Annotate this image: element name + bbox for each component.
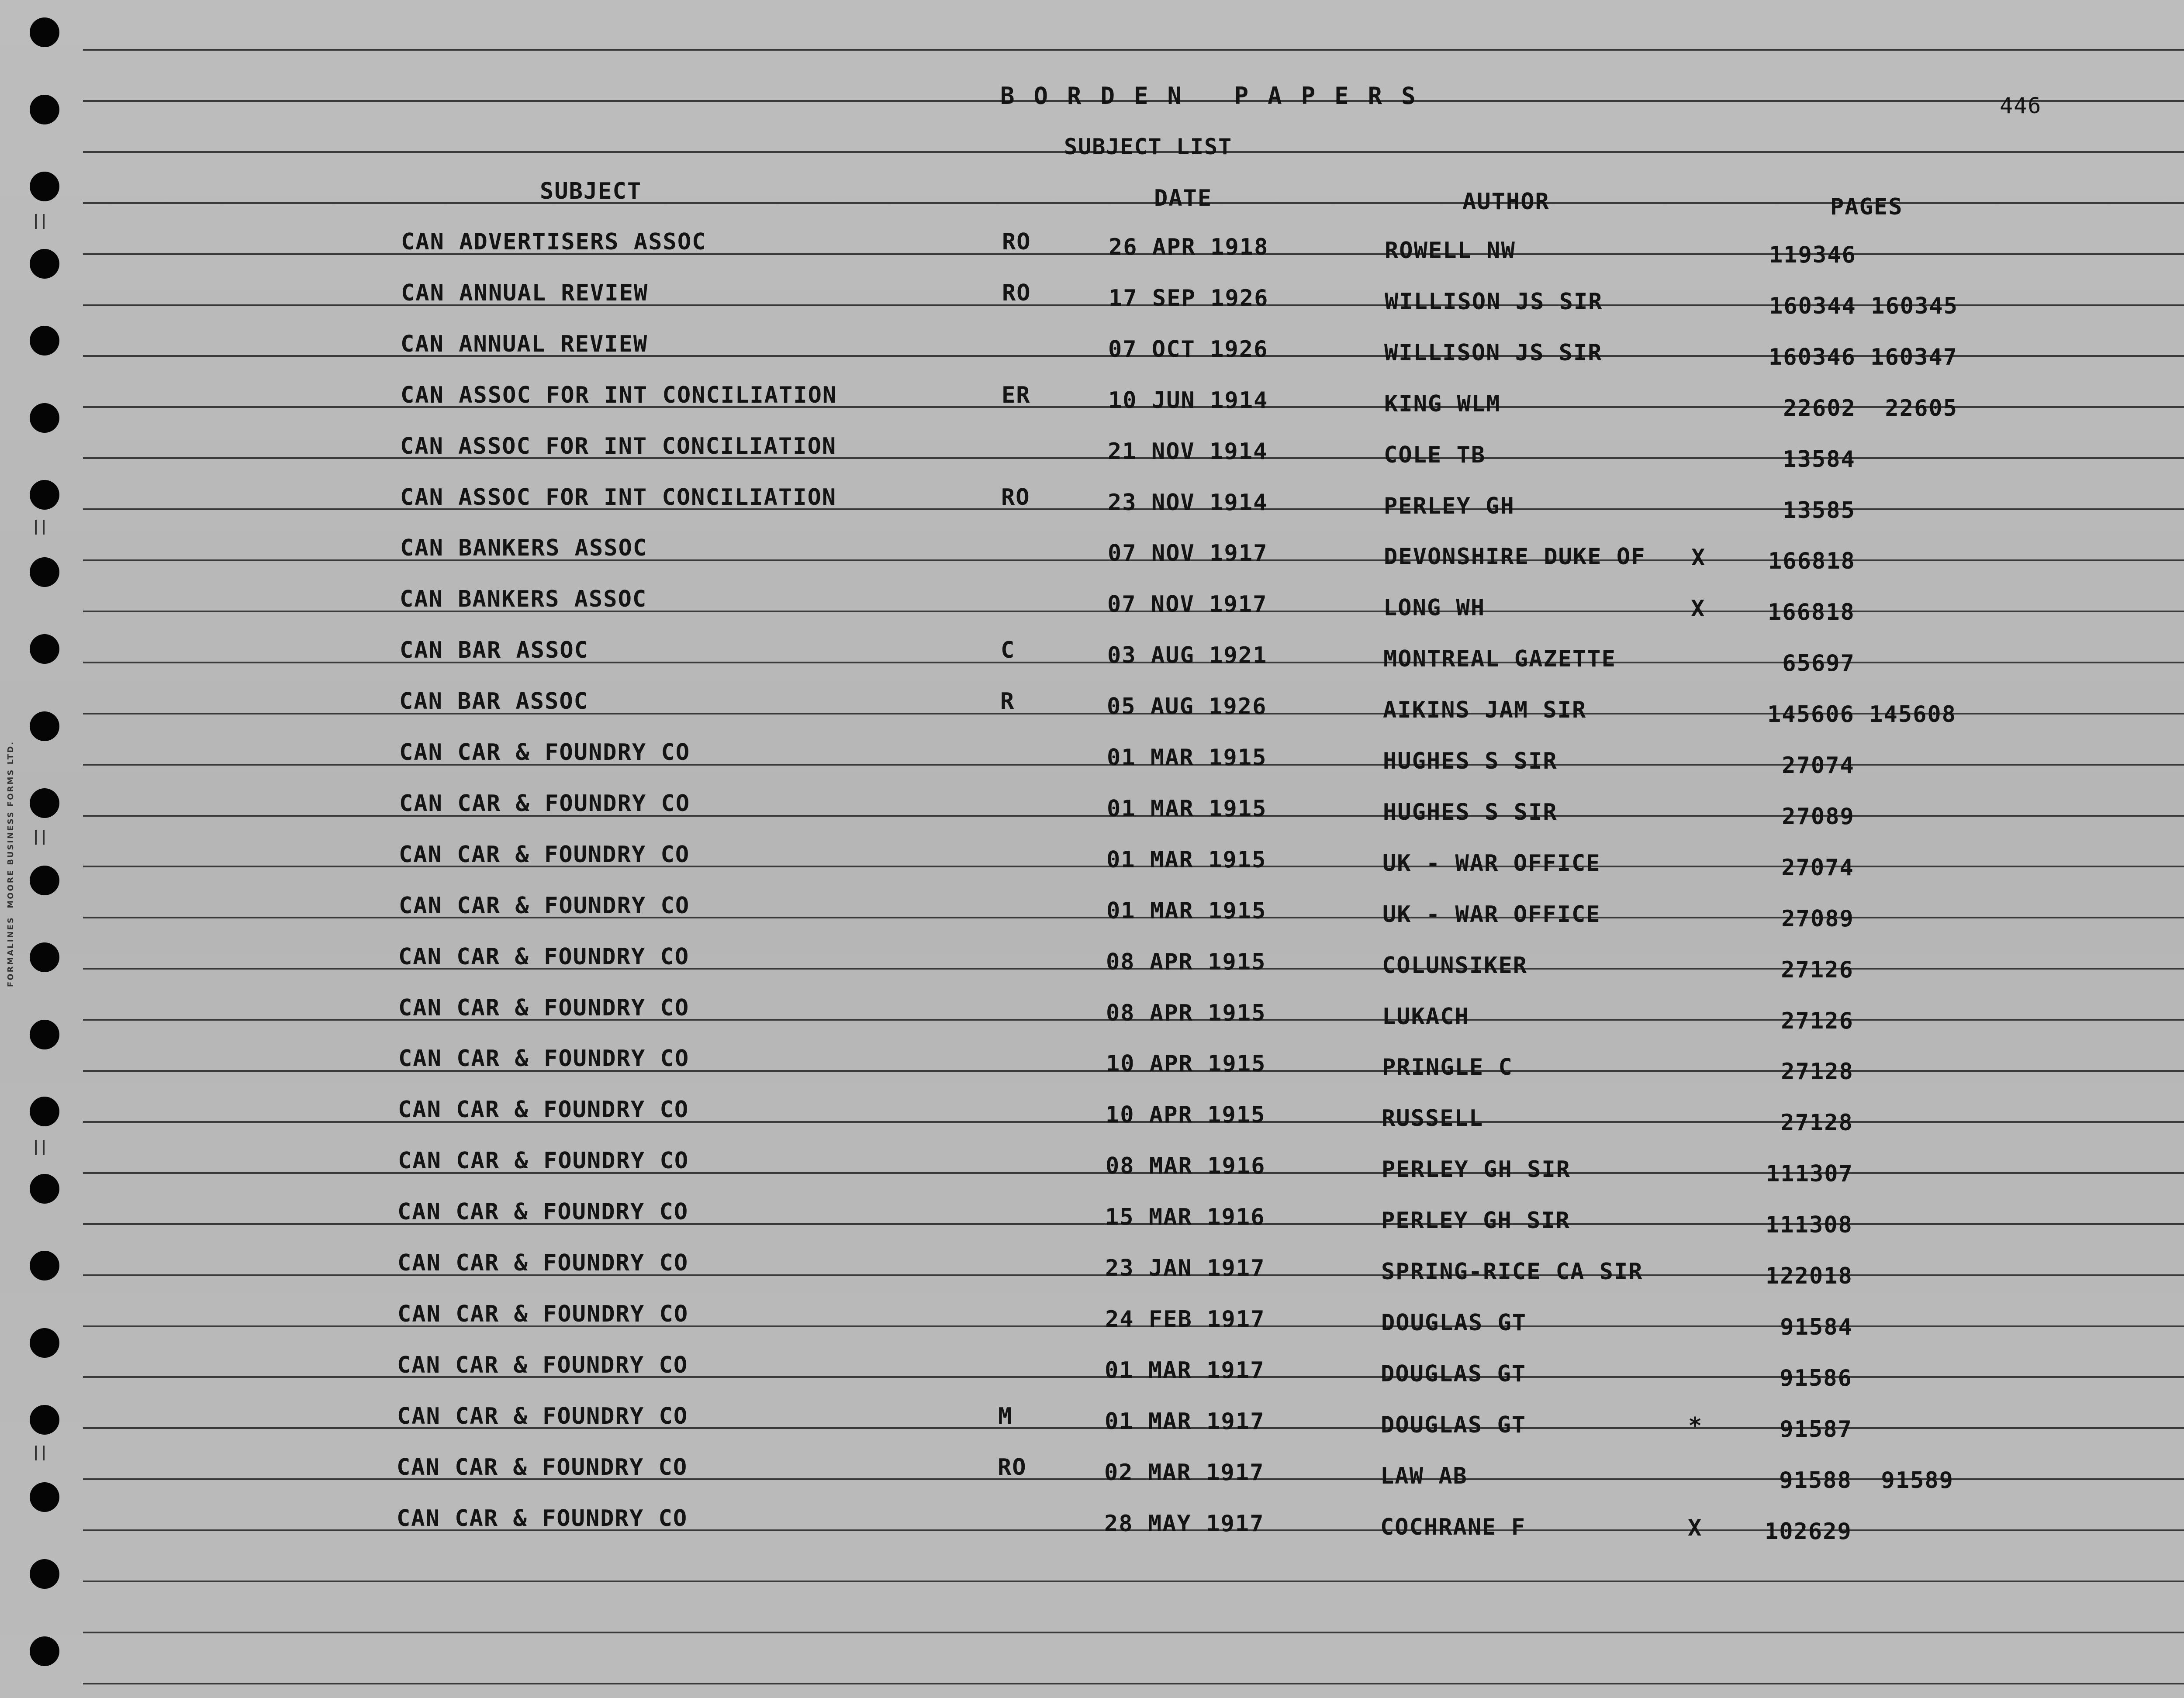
- cell-subject: CAN ASSOC FOR INT CONCILIATION: [401, 382, 837, 408]
- feed-hole-icon: [30, 557, 59, 587]
- cell-pages: 102629: [1765, 1519, 1852, 1545]
- cell-author: HUGHES S SIR: [1383, 799, 1558, 825]
- cell-mark: X: [1688, 1515, 1703, 1541]
- cell-author: HUGHES S SIR: [1383, 748, 1558, 774]
- cell-date: 23 JAN 1917: [1105, 1255, 1265, 1281]
- cell-subject: CAN CAR & FOUNDRY CO: [398, 1046, 690, 1072]
- cell-author: LONG WH: [1383, 595, 1486, 621]
- cell-date: 08 APR 1915: [1106, 949, 1266, 975]
- cell-author: COLUNSIKER: [1382, 953, 1528, 979]
- feed-hole-icon: [30, 249, 59, 279]
- ruled-line: [83, 1632, 2184, 1633]
- cell-author: DEVONSHIRE DUKE OF: [1384, 544, 1646, 570]
- cell-subject: CAN CAR & FOUNDRY CO: [399, 739, 691, 766]
- feed-hole-icon: [30, 942, 59, 972]
- document-subtitle: SUBJECT LIST: [1064, 134, 1233, 159]
- ruled-line: [83, 49, 2184, 51]
- cell-code: R: [1000, 688, 1015, 714]
- cell-date: 01 MAR 1915: [1107, 745, 1267, 771]
- feed-hole-icon: [30, 1097, 59, 1126]
- cell-author: DOUGLAS GT: [1381, 1412, 1527, 1438]
- cell-pages: 111308: [1766, 1212, 1853, 1238]
- cell-date: 10 JUN 1914: [1108, 387, 1268, 414]
- cell-author: DOUGLAS GT: [1381, 1310, 1527, 1336]
- feed-hole-icon: [30, 1405, 59, 1435]
- feed-hole-icon: [30, 788, 59, 818]
- cell-subject: CAN CAR & FOUNDRY CO: [397, 1301, 689, 1327]
- cell-author: COLE TB: [1384, 442, 1486, 468]
- cell-pages: 27128: [1766, 1110, 1853, 1136]
- cell-code: C: [1001, 637, 1016, 663]
- feed-hole-icon: [30, 1251, 59, 1280]
- cell-author: LAW AB: [1380, 1463, 1468, 1489]
- cell-author: PRINGLE C: [1382, 1054, 1513, 1080]
- cell-author: RUSSELL: [1382, 1105, 1484, 1132]
- cell-date: 26 APR 1918: [1109, 234, 1269, 260]
- cell-subject: CAN ANNUAL REVIEW: [401, 331, 648, 357]
- cell-subject: CAN CAR & FOUNDRY CO: [397, 1199, 689, 1225]
- feed-hole-icon: [30, 403, 59, 433]
- feed-hole-icon: [30, 326, 59, 355]
- cell-pages: 27074: [1767, 752, 1855, 779]
- cell-pages: 119346: [1769, 242, 1856, 268]
- cell-subject: CAN CAR & FOUNDRY CO: [398, 944, 690, 970]
- cell-author: SPRING-RICE CA SIR: [1381, 1259, 1643, 1285]
- cell-subject: CAN CAR & FOUNDRY CO: [399, 842, 690, 868]
- cell-date: 07 NOV 1917: [1108, 540, 1268, 566]
- cell-date: 15 MAR 1916: [1105, 1204, 1265, 1230]
- cell-author: PERLEY GH: [1384, 493, 1515, 519]
- cell-subject: CAN BAR ASSOC: [400, 637, 589, 663]
- ruled-line: [83, 1581, 2184, 1582]
- cell-author: DOUGLAS GT: [1381, 1361, 1527, 1387]
- column-header-pages: PAGES: [1830, 194, 1903, 220]
- cell-mark: X: [1691, 596, 1706, 622]
- cell-pages: 65697: [1768, 650, 1855, 676]
- cell-date: 01 MAR 1915: [1106, 847, 1267, 873]
- cell-date: 07 NOV 1917: [1107, 591, 1268, 618]
- cell-author: UK - WAR OFFICE: [1382, 850, 1601, 877]
- cell-date: 07 OCT 1926: [1108, 336, 1268, 362]
- cell-date: 01 MAR 1915: [1106, 898, 1267, 924]
- column-header-author: AUTHOR: [1462, 189, 1550, 215]
- cell-pages: 27074: [1767, 855, 1854, 881]
- perforation-mark-icon: [35, 214, 45, 229]
- cell-subject: CAN CAR & FOUNDRY CO: [397, 1403, 688, 1429]
- column-header-date: DATE: [1154, 185, 1213, 211]
- cell-author: PERLEY GH SIR: [1381, 1208, 1570, 1234]
- cell-author: COCHRANE F: [1380, 1514, 1526, 1540]
- cell-date: 21 NOV 1914: [1108, 438, 1268, 465]
- cell-author: WILLISON JS SIR: [1385, 289, 1603, 315]
- cell-subject: CAN BAR ASSOC: [399, 688, 588, 714]
- column-header-subject: SUBJECT: [540, 178, 642, 204]
- cell-date: 08 APR 1915: [1106, 1000, 1266, 1026]
- cell-pages: 122018: [1766, 1263, 1853, 1289]
- cell-author: AIKINS JAM SIR: [1383, 697, 1587, 723]
- cell-pages: 22602 22605: [1769, 395, 1958, 421]
- cell-pages: 27128: [1766, 1059, 1854, 1085]
- cell-code: RO: [1002, 280, 1031, 306]
- cell-pages: 91588 91589: [1765, 1467, 1954, 1494]
- feed-hole-icon: [30, 480, 59, 510]
- perforation-mark-icon: [35, 520, 45, 535]
- cell-subject: CAN ADVERTISERS ASSOC: [401, 229, 707, 255]
- perforation-mark-icon: [35, 1140, 45, 1155]
- cell-pages: 13585: [1768, 497, 1856, 524]
- feed-hole-icon: [30, 1482, 59, 1512]
- cell-pages: 166818: [1768, 599, 1855, 625]
- feed-hole-icon: [30, 711, 59, 741]
- feed-hole-icon: [30, 866, 59, 895]
- feed-hole-icon: [30, 634, 59, 664]
- cell-mark: *: [1688, 1413, 1703, 1439]
- cell-subject: CAN ANNUAL REVIEW: [401, 280, 649, 306]
- cell-author: ROWELL NW: [1385, 238, 1516, 264]
- cell-subject: CAN CAR & FOUNDRY CO: [399, 893, 690, 919]
- perforation-mark-icon: [35, 830, 45, 845]
- cell-pages: 91586: [1765, 1365, 1852, 1391]
- feed-hole-icon: [30, 95, 59, 124]
- cell-subject: CAN CAR & FOUNDRY CO: [397, 1505, 688, 1532]
- page-number: 446: [2000, 93, 2042, 118]
- cell-subject: CAN CAR & FOUNDRY CO: [397, 1250, 689, 1276]
- cell-subject: CAN BANKERS ASSOC: [400, 535, 648, 561]
- feed-hole-icon: [30, 1328, 59, 1358]
- cell-date: 10 APR 1915: [1106, 1051, 1266, 1077]
- cell-date: 23 NOV 1914: [1108, 490, 1268, 516]
- cell-date: 05 AUG 1926: [1107, 694, 1267, 720]
- cell-pages: 160344 160345: [1769, 293, 1958, 319]
- cell-pages: 91587: [1765, 1416, 1852, 1443]
- cell-code: RO: [1001, 484, 1030, 511]
- cell-code: RO: [1002, 229, 1031, 255]
- cell-date: 17 SEP 1926: [1109, 285, 1269, 311]
- cell-date: 01 MAR 1917: [1105, 1408, 1265, 1435]
- cell-date: 03 AUG 1921: [1107, 642, 1268, 669]
- cell-subject: CAN CAR & FOUNDRY CO: [398, 1097, 689, 1123]
- feed-hole-icon: [30, 1636, 59, 1666]
- feed-hole-icon: [30, 1174, 59, 1204]
- cell-subject: CAN CAR & FOUNDRY CO: [397, 1352, 688, 1378]
- cell-author: KING WLM: [1384, 391, 1501, 417]
- cell-date: 28 MAY 1917: [1104, 1511, 1265, 1537]
- cell-pages: 27089: [1767, 804, 1855, 830]
- cell-date: 24 FEB 1917: [1105, 1306, 1265, 1332]
- cell-date: 01 MAR 1915: [1107, 796, 1267, 822]
- cell-subject: CAN ASSOC FOR INT CONCILIATION: [400, 433, 837, 459]
- cell-code: M: [998, 1403, 1013, 1429]
- cell-pages: 145606 145608: [1767, 701, 1956, 728]
- feed-hole-icon: [30, 1020, 59, 1049]
- cell-pages: 166818: [1768, 548, 1856, 574]
- feed-hole-icon: [30, 172, 59, 201]
- cell-author: PERLEY GH SIR: [1382, 1156, 1571, 1183]
- cell-subject: CAN BANKERS ASSOC: [400, 586, 647, 612]
- cell-author: LUKACH: [1382, 1004, 1469, 1030]
- cell-pages: 27126: [1766, 957, 1854, 983]
- ruled-line: [83, 1683, 2184, 1684]
- document-title: BORDEN PAPERS: [1000, 82, 1435, 110]
- cell-pages: 111307: [1766, 1161, 1853, 1187]
- cell-pages: 27126: [1766, 1008, 1854, 1034]
- cell-date: 02 MAR 1917: [1104, 1460, 1265, 1486]
- feed-hole-icon: [30, 1559, 59, 1589]
- cell-code: RO: [998, 1454, 1027, 1481]
- cell-author: UK - WAR OFFICE: [1382, 901, 1601, 928]
- cell-date: 01 MAR 1917: [1105, 1357, 1265, 1384]
- cell-pages: 13584: [1768, 446, 1856, 473]
- feed-hole-icon: [30, 17, 59, 47]
- cell-mark: X: [1691, 545, 1706, 571]
- cell-subject: CAN CAR & FOUNDRY CO: [397, 1454, 688, 1481]
- cell-author: MONTREAL GAZETTE: [1383, 646, 1616, 672]
- perforation-mark-icon: [35, 1446, 45, 1460]
- cell-pages: 160346 160347: [1769, 344, 1958, 370]
- cell-subject: CAN CAR & FOUNDRY CO: [398, 1148, 689, 1174]
- cell-code: ER: [1002, 382, 1031, 408]
- cell-date: 10 APR 1915: [1106, 1102, 1266, 1128]
- cell-pages: 91584: [1766, 1314, 1853, 1340]
- cell-subject: CAN ASSOC FOR INT CONCILIATION: [400, 484, 837, 511]
- cell-author: WILLISON JS SIR: [1384, 340, 1603, 366]
- cell-subject: CAN CAR & FOUNDRY CO: [398, 995, 690, 1021]
- cell-subject: CAN CAR & FOUNDRY CO: [399, 790, 691, 817]
- form-imprint: FORMALINES MOORE BUSINESS FORMS LTD.: [6, 740, 15, 987]
- cell-date: 08 MAR 1916: [1106, 1153, 1266, 1179]
- cell-pages: 27089: [1767, 906, 1854, 932]
